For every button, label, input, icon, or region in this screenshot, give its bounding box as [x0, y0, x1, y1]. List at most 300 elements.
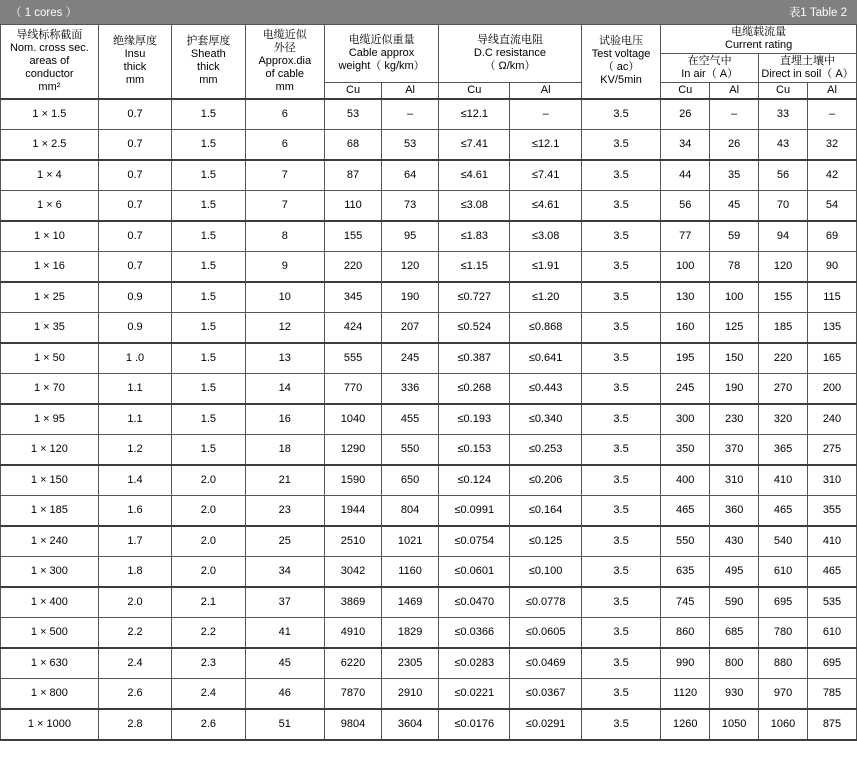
cell-test-voltage: 3.5: [581, 160, 660, 191]
table-row: [1, 404, 857, 435]
cell-air-al: –: [710, 99, 759, 130]
cell-resistance-al: ≤12.1: [510, 129, 581, 160]
header-insulation-en2: thick: [123, 61, 147, 74]
cell-air-al: 590: [710, 587, 759, 618]
cell-soil-cu: 970: [759, 678, 808, 709]
cell-sheath: 1.5: [172, 373, 245, 404]
cell-air-cu: 56: [661, 190, 710, 221]
header-voltage-unit: KV/5min: [600, 74, 642, 87]
cell-insulation: 0.7: [98, 221, 171, 252]
cell-diameter: 21: [245, 465, 324, 496]
cell-weight-al: 455: [382, 404, 439, 435]
cell-weight-al: 190: [382, 282, 439, 313]
header-conductor-area-en1: Nom. cross sec.: [9, 41, 89, 54]
cell-air-cu: 300: [661, 404, 710, 435]
cell-resistance-cu: ≤7.41: [439, 129, 510, 160]
cell-weight-al: 95: [382, 221, 439, 252]
cell-resistance-al: ≤0.100: [510, 556, 581, 587]
cell-resistance-cu: ≤0.0176: [439, 709, 510, 740]
cell-weight-cu: 110: [325, 190, 382, 221]
cell-size: 1 × 16: [1, 251, 99, 282]
header-current-cn: 电缆载流量: [731, 26, 787, 38]
cell-resistance-al: –: [510, 99, 581, 130]
cell-resistance-al: ≤1.20: [510, 282, 581, 313]
cell-sheath: 1.5: [172, 251, 245, 282]
cell-sheath: 2.0: [172, 556, 245, 587]
cell-resistance-al: ≤0.340: [510, 404, 581, 435]
cell-soil-al: 32: [808, 129, 857, 160]
cell-test-voltage: 3.5: [581, 343, 660, 374]
cell-resistance-al: ≤7.41: [510, 160, 581, 191]
cell-resistance-cu: ≤0.0366: [439, 617, 510, 648]
cell-soil-al: 165: [808, 343, 857, 374]
cell-insulation: 1.6: [98, 495, 171, 526]
table-row: [1, 587, 857, 618]
table-row: [1, 709, 857, 740]
cell-test-voltage: 3.5: [581, 465, 660, 496]
cell-test-voltage: 3.5: [581, 709, 660, 740]
cell-resistance-cu: ≤0.0754: [439, 526, 510, 557]
table-row: [1, 648, 857, 679]
cell-diameter: 16: [245, 404, 324, 435]
cell-weight-cu: 155: [325, 221, 382, 252]
cell-insulation: 2.2: [98, 617, 171, 648]
header-weight-en2: weight（ kg/km）: [338, 59, 425, 72]
cell-weight-cu: 87: [325, 160, 382, 191]
cell-weight-al: 207: [382, 312, 439, 343]
cell-air-cu: 465: [661, 495, 710, 526]
cell-insulation: 2.4: [98, 648, 171, 679]
cell-weight-cu: 2510: [325, 526, 382, 557]
cell-weight-cu: 555: [325, 343, 382, 374]
header-in-air-en: In air（ A）: [681, 67, 739, 80]
table-row: [1, 678, 857, 709]
cell-air-al: 685: [710, 617, 759, 648]
cell-air-cu: 1260: [661, 709, 710, 740]
cell-diameter: 9: [245, 251, 324, 282]
header-sheath-en2: thick: [197, 61, 220, 74]
header-cable-weight: [325, 25, 439, 83]
cell-soil-al: 135: [808, 312, 857, 343]
header-cable-diameter: [245, 25, 324, 99]
header-conductor-area: [1, 25, 99, 99]
cell-weight-al: 1021: [382, 526, 439, 557]
table-row: [1, 221, 857, 252]
header-air-al: Al: [710, 82, 759, 98]
table-row: [1, 190, 857, 221]
cell-resistance-cu: ≤4.61: [439, 160, 510, 191]
header-resistance-cn: 导线直流电阻: [476, 33, 543, 46]
cell-resistance-cu: ≤0.524: [439, 312, 510, 343]
cell-sheath: 2.0: [172, 495, 245, 526]
cell-size: 1 × 630: [1, 648, 99, 679]
header-air-cu: Cu: [661, 82, 710, 98]
cell-soil-al: 410: [808, 526, 857, 557]
cell-resistance-cu: ≤0.124: [439, 465, 510, 496]
cell-soil-cu: 780: [759, 617, 808, 648]
cell-soil-al: 42: [808, 160, 857, 191]
cell-diameter: 23: [245, 495, 324, 526]
cell-size: 1 × 800: [1, 678, 99, 709]
cell-size: 1 × 2.5: [1, 129, 99, 160]
cell-sheath: 1.5: [172, 129, 245, 160]
cell-insulation: 0.7: [98, 251, 171, 282]
cell-weight-cu: 345: [325, 282, 382, 313]
banner-core-count: （ 1 cores ）: [10, 7, 78, 19]
cell-diameter: 7: [245, 160, 324, 191]
cell-diameter: 8: [245, 221, 324, 252]
cell-test-voltage: 3.5: [581, 556, 660, 587]
header-current-in-soil: [759, 53, 857, 82]
cell-diameter: 6: [245, 129, 324, 160]
table-banner: [0, 0, 857, 24]
cell-test-voltage: 3.5: [581, 526, 660, 557]
cell-test-voltage: 3.5: [581, 434, 660, 465]
cell-resistance-al: ≤0.641: [510, 343, 581, 374]
cell-soil-al: 535: [808, 587, 857, 618]
cell-resistance-al: ≤1.91: [510, 251, 581, 282]
cell-resistance-cu: ≤0.193: [439, 404, 510, 435]
cell-weight-cu: 53: [325, 99, 382, 130]
header-dc-resistance: [439, 25, 582, 83]
cell-insulation: 0.9: [98, 282, 171, 313]
cell-diameter: 51: [245, 709, 324, 740]
header-voltage-en2: （ ac）: [602, 61, 640, 74]
cell-insulation: 0.7: [98, 129, 171, 160]
cell-soil-al: 200: [808, 373, 857, 404]
cell-resistance-cu: ≤0.0221: [439, 678, 510, 709]
cell-test-voltage: 3.5: [581, 190, 660, 221]
cell-insulation: 2.8: [98, 709, 171, 740]
cell-diameter: 18: [245, 434, 324, 465]
cell-weight-al: 3604: [382, 709, 439, 740]
cell-resistance-cu: ≤1.15: [439, 251, 510, 282]
cell-soil-al: 695: [808, 648, 857, 679]
cell-weight-al: 336: [382, 373, 439, 404]
cell-resistance-cu: ≤1.83: [439, 221, 510, 252]
cell-insulation: 1.7: [98, 526, 171, 557]
cell-weight-al: 53: [382, 129, 439, 160]
banner-table-number: 表1 Table 2: [788, 7, 847, 19]
cell-resistance-al: ≤0.0367: [510, 678, 581, 709]
cell-soil-al: 240: [808, 404, 857, 435]
cell-soil-cu: 43: [759, 129, 808, 160]
table-row: [1, 556, 857, 587]
cell-insulation: 0.7: [98, 99, 171, 130]
cell-soil-cu: 610: [759, 556, 808, 587]
cell-size: 1 × 50: [1, 343, 99, 374]
cell-soil-al: 310: [808, 465, 857, 496]
cell-insulation: 1.1: [98, 373, 171, 404]
header-resistance-en2: （ Ω/km）: [484, 59, 536, 72]
cell-diameter: 12: [245, 312, 324, 343]
cell-sheath: 2.2: [172, 617, 245, 648]
cell-weight-al: 245: [382, 343, 439, 374]
header-conductor-area-unit: mm²: [38, 80, 61, 93]
cell-weight-al: 64: [382, 160, 439, 191]
cell-weight-cu: 220: [325, 251, 382, 282]
cell-test-voltage: 3.5: [581, 495, 660, 526]
header-soil-cu: Cu: [759, 82, 808, 98]
cell-test-voltage: 3.5: [581, 617, 660, 648]
cell-air-cu: 550: [661, 526, 710, 557]
cell-weight-al: 650: [382, 465, 439, 496]
cell-sheath: 2.0: [172, 526, 245, 557]
cell-resistance-al: ≤0.0605: [510, 617, 581, 648]
cell-air-cu: 1120: [661, 678, 710, 709]
cell-air-cu: 100: [661, 251, 710, 282]
header-diameter-en2: of cable: [265, 67, 305, 80]
cell-resistance-al: ≤0.164: [510, 495, 581, 526]
cell-diameter: 45: [245, 648, 324, 679]
cell-air-al: 190: [710, 373, 759, 404]
cell-sheath: 1.5: [172, 221, 245, 252]
cell-soil-cu: 120: [759, 251, 808, 282]
cell-size: 1 × 240: [1, 526, 99, 557]
header-current-en: Current rating: [725, 38, 793, 51]
cell-air-cu: 195: [661, 343, 710, 374]
cell-air-al: 230: [710, 404, 759, 435]
cell-sheath: 1.5: [172, 404, 245, 435]
cell-size: 1 × 70: [1, 373, 99, 404]
cell-resistance-cu: ≤0.387: [439, 343, 510, 374]
cell-sheath: 2.0: [172, 465, 245, 496]
cell-diameter: 7: [245, 190, 324, 221]
table-header: [1, 25, 857, 99]
table-row: [1, 617, 857, 648]
header-diameter-en1: Approx.dia: [258, 54, 312, 67]
cell-soil-al: 785: [808, 678, 857, 709]
header-voltage-en1: Test voltage: [591, 48, 651, 61]
cell-sheath: 2.3: [172, 648, 245, 679]
cell-sheath: 1.5: [172, 434, 245, 465]
cell-weight-cu: 1040: [325, 404, 382, 435]
cell-sheath: 1.5: [172, 160, 245, 191]
cell-sheath: 2.4: [172, 678, 245, 709]
cell-resistance-cu: ≤3.08: [439, 190, 510, 221]
cell-resistance-al: ≤0.125: [510, 526, 581, 557]
cell-resistance-al: ≤0.0291: [510, 709, 581, 740]
cell-weight-al: 2305: [382, 648, 439, 679]
cell-sheath: 1.5: [172, 343, 245, 374]
cell-resistance-cu: ≤0.0991: [439, 495, 510, 526]
table-row: [1, 434, 857, 465]
header-conductor-area-en2: areas of: [29, 54, 70, 67]
table-row: [1, 160, 857, 191]
cell-sheath: 1.5: [172, 282, 245, 313]
table-row: [1, 312, 857, 343]
cell-insulation: 1.1: [98, 404, 171, 435]
cell-size: 1 × 25: [1, 282, 99, 313]
cell-air-cu: 44: [661, 160, 710, 191]
cell-diameter: 37: [245, 587, 324, 618]
cell-size: 1 × 1.5: [1, 99, 99, 130]
cell-soil-al: 115: [808, 282, 857, 313]
header-resistance-en1: D.C resistance: [473, 46, 547, 59]
table-row: [1, 465, 857, 496]
cell-air-al: 78: [710, 251, 759, 282]
cell-weight-al: 2910: [382, 678, 439, 709]
cell-sheath: 1.5: [172, 99, 245, 130]
cell-air-al: 495: [710, 556, 759, 587]
table-row: [1, 251, 857, 282]
cell-soil-al: 875: [808, 709, 857, 740]
header-diameter-cn1: 电缆近似: [262, 29, 307, 41]
header-diameter-unit: mm: [275, 80, 294, 93]
cell-weight-cu: 3869: [325, 587, 382, 618]
cell-weight-al: 1160: [382, 556, 439, 587]
cell-soil-cu: 320: [759, 404, 808, 435]
cell-weight-al: 1829: [382, 617, 439, 648]
cell-weight-cu: 9804: [325, 709, 382, 740]
cell-soil-cu: 1060: [759, 709, 808, 740]
cell-sheath: 2.6: [172, 709, 245, 740]
cell-soil-al: 355: [808, 495, 857, 526]
cell-soil-al: 54: [808, 190, 857, 221]
header-resistance-cu: Cu: [439, 82, 510, 98]
cell-weight-cu: 770: [325, 373, 382, 404]
cell-soil-al: 275: [808, 434, 857, 465]
cell-insulation: 2.6: [98, 678, 171, 709]
cell-test-voltage: 3.5: [581, 587, 660, 618]
cell-resistance-cu: ≤0.0601: [439, 556, 510, 587]
cell-diameter: 25: [245, 526, 324, 557]
cell-weight-cu: 6220: [325, 648, 382, 679]
cell-size: 1 × 120: [1, 434, 99, 465]
cell-resistance-cu: ≤0.0470: [439, 587, 510, 618]
cell-soil-al: 465: [808, 556, 857, 587]
cell-soil-cu: 540: [759, 526, 808, 557]
cell-air-cu: 34: [661, 129, 710, 160]
header-in-soil-en: Direct in soil（ A）: [761, 67, 854, 80]
cell-diameter: 34: [245, 556, 324, 587]
cell-soil-cu: 365: [759, 434, 808, 465]
cell-size: 1 × 400: [1, 587, 99, 618]
cable-spec-table: [0, 24, 857, 741]
cell-resistance-cu: ≤0.727: [439, 282, 510, 313]
cell-soil-cu: 56: [759, 160, 808, 191]
table-row: [1, 495, 857, 526]
cell-weight-al: –: [382, 99, 439, 130]
cell-test-voltage: 3.5: [581, 129, 660, 160]
cell-soil-cu: 695: [759, 587, 808, 618]
cell-resistance-cu: ≤0.268: [439, 373, 510, 404]
cell-diameter: 6: [245, 99, 324, 130]
header-resistance-al: Al: [510, 82, 581, 98]
cell-resistance-cu: ≤12.1: [439, 99, 510, 130]
cell-resistance-al: ≤0.206: [510, 465, 581, 496]
cell-air-al: 35: [710, 160, 759, 191]
header-in-air-cn: 在空气中: [687, 54, 732, 67]
cell-resistance-al: ≤0.868: [510, 312, 581, 343]
cell-test-voltage: 3.5: [581, 648, 660, 679]
table-body: [1, 99, 857, 740]
cell-weight-cu: 7870: [325, 678, 382, 709]
cell-size: 1 × 35: [1, 312, 99, 343]
cell-test-voltage: 3.5: [581, 373, 660, 404]
cell-air-cu: 350: [661, 434, 710, 465]
cell-resistance-al: ≤0.443: [510, 373, 581, 404]
cell-diameter: 13: [245, 343, 324, 374]
cell-resistance-al: ≤3.08: [510, 221, 581, 252]
cell-test-voltage: 3.5: [581, 282, 660, 313]
header-insulation-en1: Insu: [124, 48, 146, 61]
header-insulation-thickness: [98, 25, 171, 99]
header-row-main: [1, 25, 857, 54]
cell-weight-cu: 1944: [325, 495, 382, 526]
cell-sheath: 1.5: [172, 190, 245, 221]
cell-weight-al: 73: [382, 190, 439, 221]
header-current-in-air: [661, 53, 759, 82]
header-sheath-unit: mm: [199, 74, 218, 87]
cell-air-al: 430: [710, 526, 759, 557]
table-row: [1, 99, 857, 130]
cell-air-al: 100: [710, 282, 759, 313]
header-sheath-en1: Sheath: [190, 48, 226, 61]
cell-size: 1 × 10: [1, 221, 99, 252]
cell-resistance-al: ≤0.0778: [510, 587, 581, 618]
header-soil-al: Al: [808, 82, 857, 98]
cell-size: 1 × 6: [1, 190, 99, 221]
cell-weight-cu: 1290: [325, 434, 382, 465]
cell-weight-cu: 68: [325, 129, 382, 160]
table-row: [1, 282, 857, 313]
cell-resistance-al: ≤0.253: [510, 434, 581, 465]
cell-resistance-cu: ≤0.153: [439, 434, 510, 465]
header-weight-al: Al: [382, 82, 439, 98]
cell-air-cu: 245: [661, 373, 710, 404]
header-diameter-cn2: 外径: [273, 41, 296, 54]
cell-weight-cu: 4910: [325, 617, 382, 648]
cell-soil-cu: 185: [759, 312, 808, 343]
cell-soil-al: 90: [808, 251, 857, 282]
header-in-soil-cn: 直埋土壤中: [780, 54, 836, 67]
cell-sheath: 1.5: [172, 312, 245, 343]
header-insulation-unit: mm: [125, 74, 145, 87]
cell-soil-cu: 880: [759, 648, 808, 679]
cell-weight-al: 120: [382, 251, 439, 282]
cell-insulation: 0.7: [98, 160, 171, 191]
cell-sheath: 2.1: [172, 587, 245, 618]
cell-resistance-al: ≤4.61: [510, 190, 581, 221]
cell-soil-al: 610: [808, 617, 857, 648]
cell-test-voltage: 3.5: [581, 251, 660, 282]
cell-insulation: 1.8: [98, 556, 171, 587]
cell-air-al: 26: [710, 129, 759, 160]
cell-diameter: 41: [245, 617, 324, 648]
cell-insulation: 1.4: [98, 465, 171, 496]
header-current-rating: [661, 25, 857, 54]
cell-soil-cu: 220: [759, 343, 808, 374]
cell-size: 1 × 95: [1, 404, 99, 435]
cell-test-voltage: 3.5: [581, 312, 660, 343]
cell-size: 1 × 4: [1, 160, 99, 191]
header-weight-cu: Cu: [325, 82, 382, 98]
cell-weight-cu: 424: [325, 312, 382, 343]
cell-test-voltage: 3.5: [581, 221, 660, 252]
cell-test-voltage: 3.5: [581, 404, 660, 435]
cell-soil-cu: 270: [759, 373, 808, 404]
cell-air-cu: 400: [661, 465, 710, 496]
cell-weight-cu: 3042: [325, 556, 382, 587]
header-conductor-area-cn: 导线标称截面: [16, 29, 83, 41]
cell-air-cu: 160: [661, 312, 710, 343]
cell-air-al: 150: [710, 343, 759, 374]
cell-air-al: 59: [710, 221, 759, 252]
header-weight-cn: 电缆近似重量: [348, 33, 415, 46]
cell-test-voltage: 3.5: [581, 678, 660, 709]
cell-insulation: 0.7: [98, 190, 171, 221]
